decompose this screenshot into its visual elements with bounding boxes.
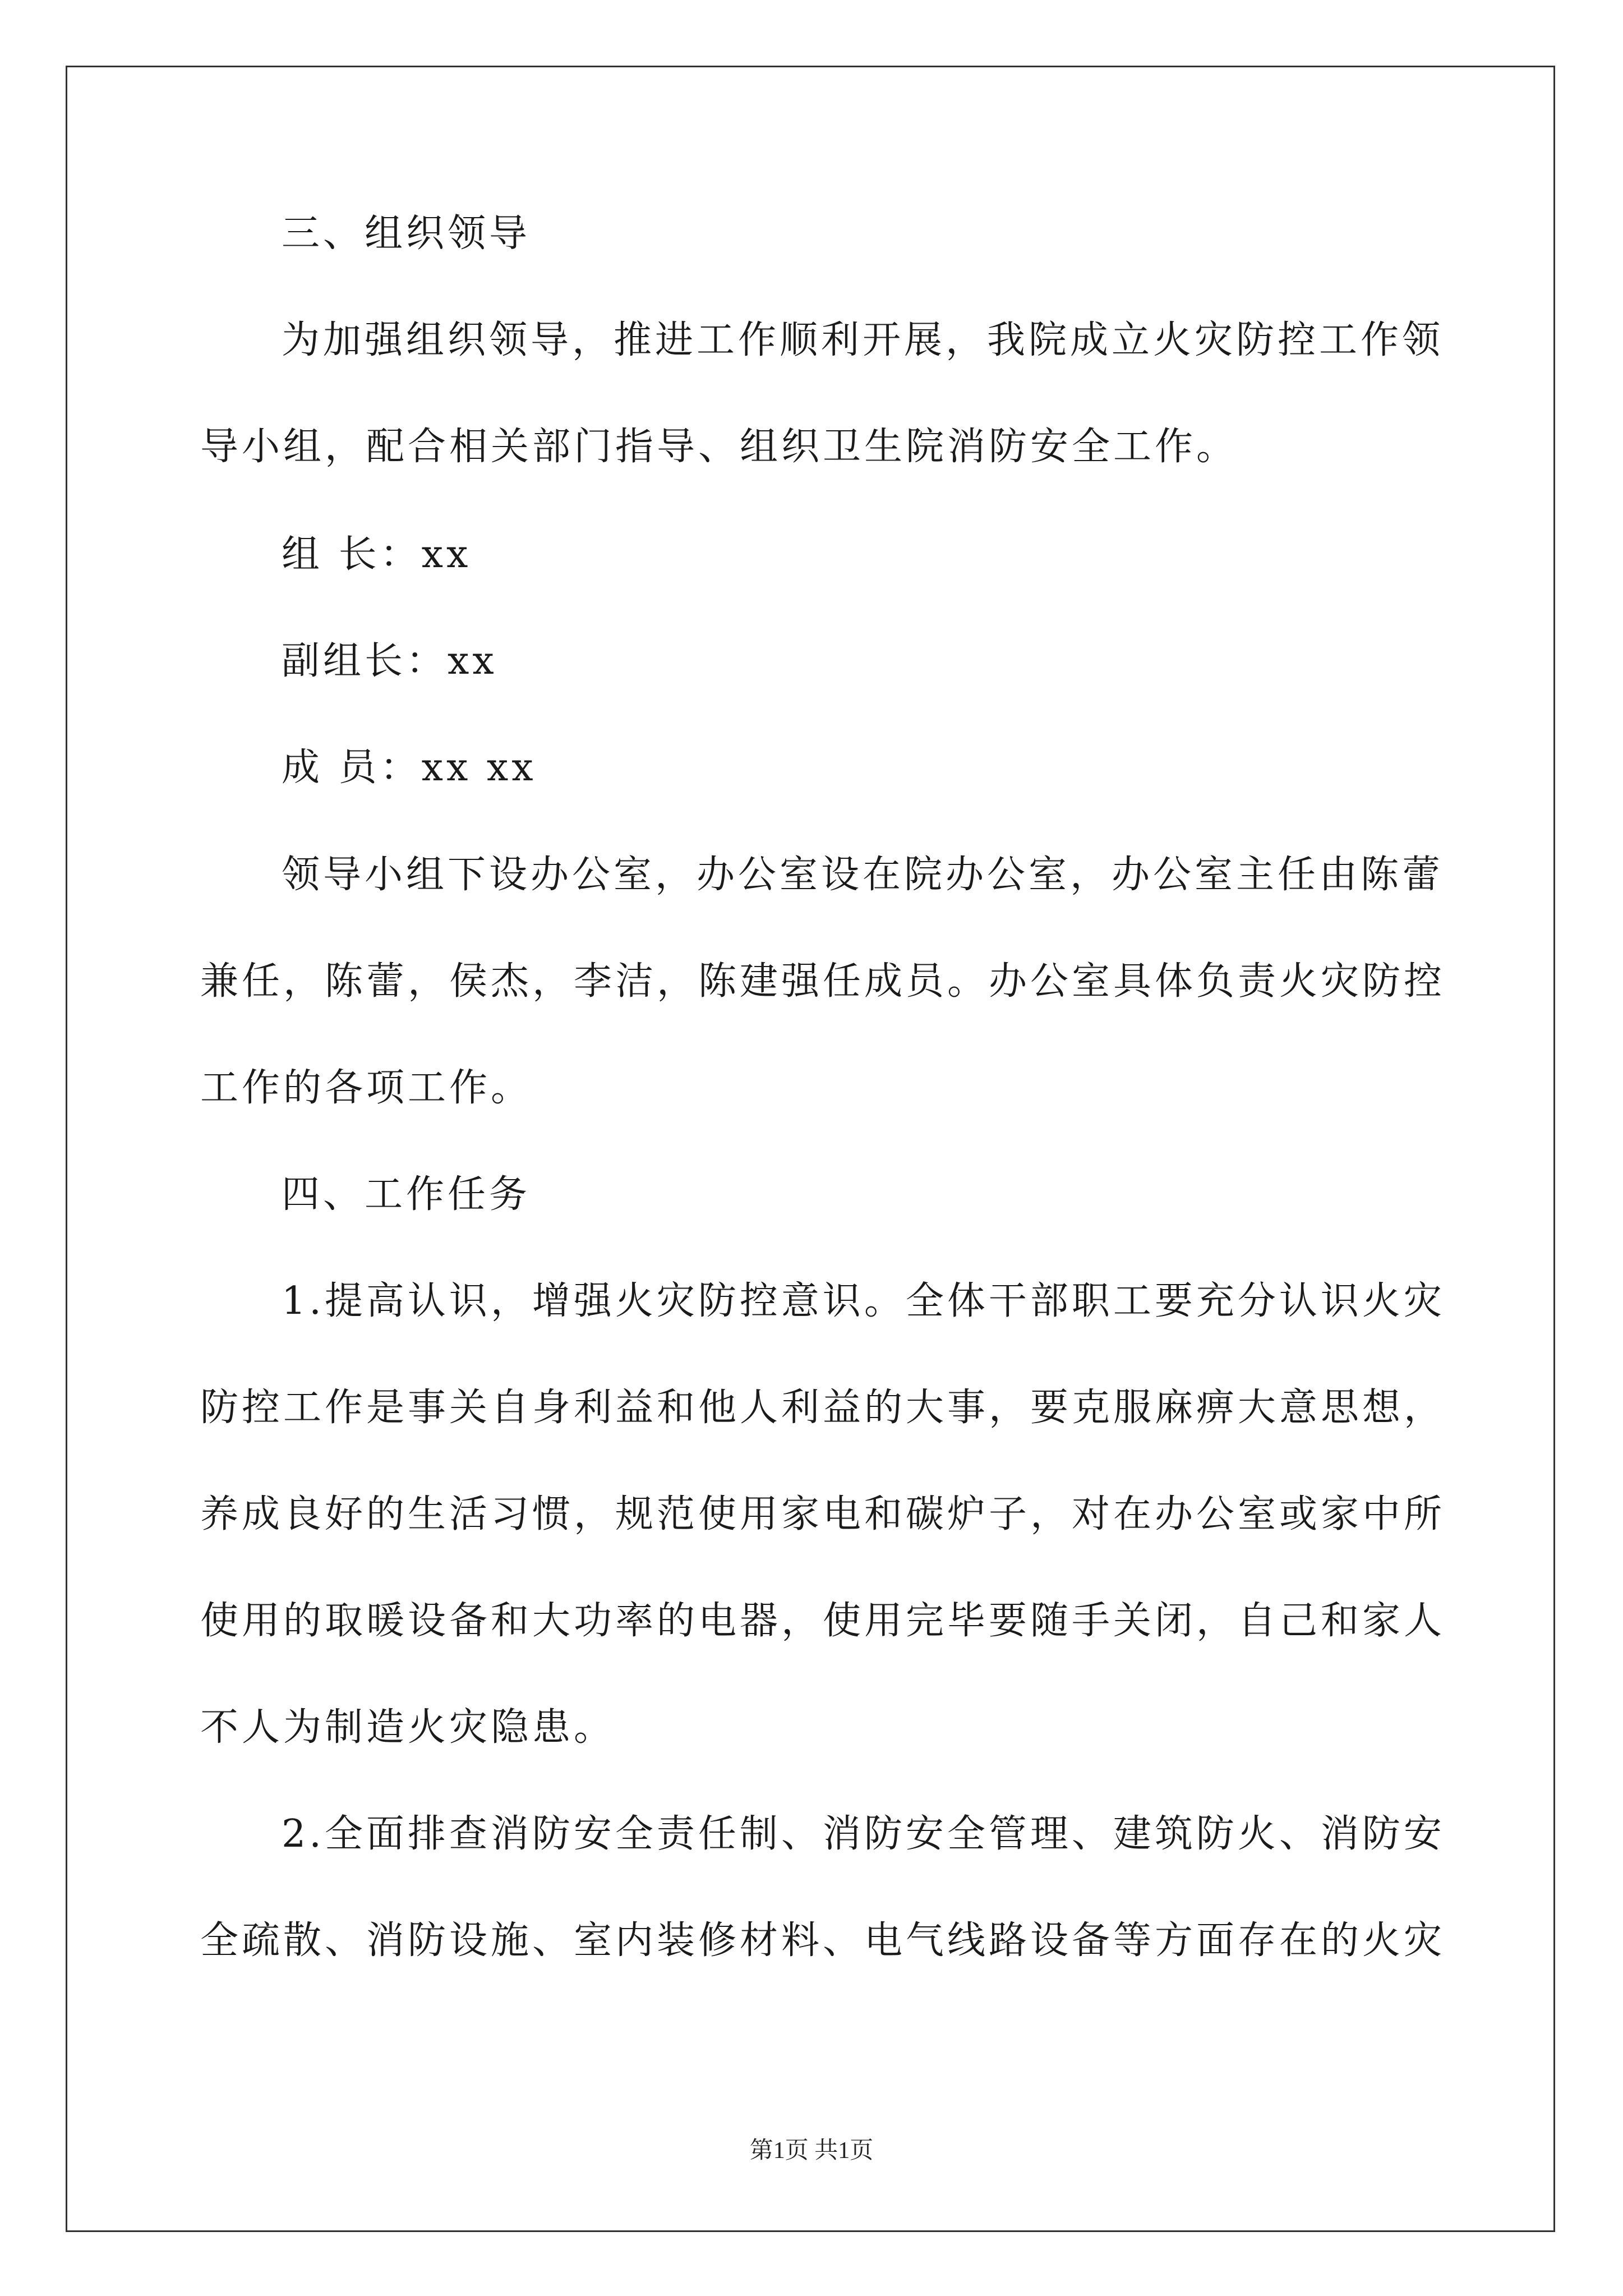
paragraph-line: 2.全面排查消防安全责任制、消防安全管理、建筑防火、消防安 [282,1812,1445,1856]
paragraph-line: 工作的各项工作。 [200,1066,533,1110]
deputy-leader-line: 副组长：xx [282,639,497,683]
paragraph-line: 导小组，配合相关部门指导、组织卫生院消防安全工作。 [200,425,1238,469]
section-heading-4: 四、工作任务 [282,1172,531,1217]
paragraph-line: 领导小组下设办公室，办公室设在院办公室，办公室主任由陈蕾 [282,853,1444,897]
section-heading-3: 三、组织领导 [282,211,531,256]
paragraph-line: 兼任，陈蕾，侯杰，李洁，陈建强任成员。办公室具体负责火灾防控 [200,959,1446,1004]
paragraph-line: 全疏散、消防设施、室内装修材料、电气线路设备等方面存在的火灾 [200,1918,1446,1963]
paragraph-line: 养成良好的生活习惯，规范使用家电和碳炉子，对在办公室或家中所 [200,1492,1446,1536]
paragraph-line: 防控工作是事关自身利益和他人利益的大事，要克服麻痹大意思想， [200,1386,1446,1430]
page-footer: 第1页 共1页 [749,2138,874,2164]
paragraph-line: 使用的取暖设备和大功率的电器，使用完毕要随手关闭，自己和家人 [200,1599,1446,1643]
members-line: 成 员：xx xx [282,746,537,790]
paragraph-line: 1.提高认识，增强火灾防控意识。全体干部职工要充分认识火灾 [282,1279,1445,1323]
leader-line: 组 长：xx [282,532,472,577]
paragraph-line: 不人为制造火灾隐患。 [200,1705,616,1750]
page-border [66,66,1555,2232]
paragraph-line: 为加强组织领导，推进工作顺利开展，我院成立火灾防控工作领 [282,318,1444,362]
